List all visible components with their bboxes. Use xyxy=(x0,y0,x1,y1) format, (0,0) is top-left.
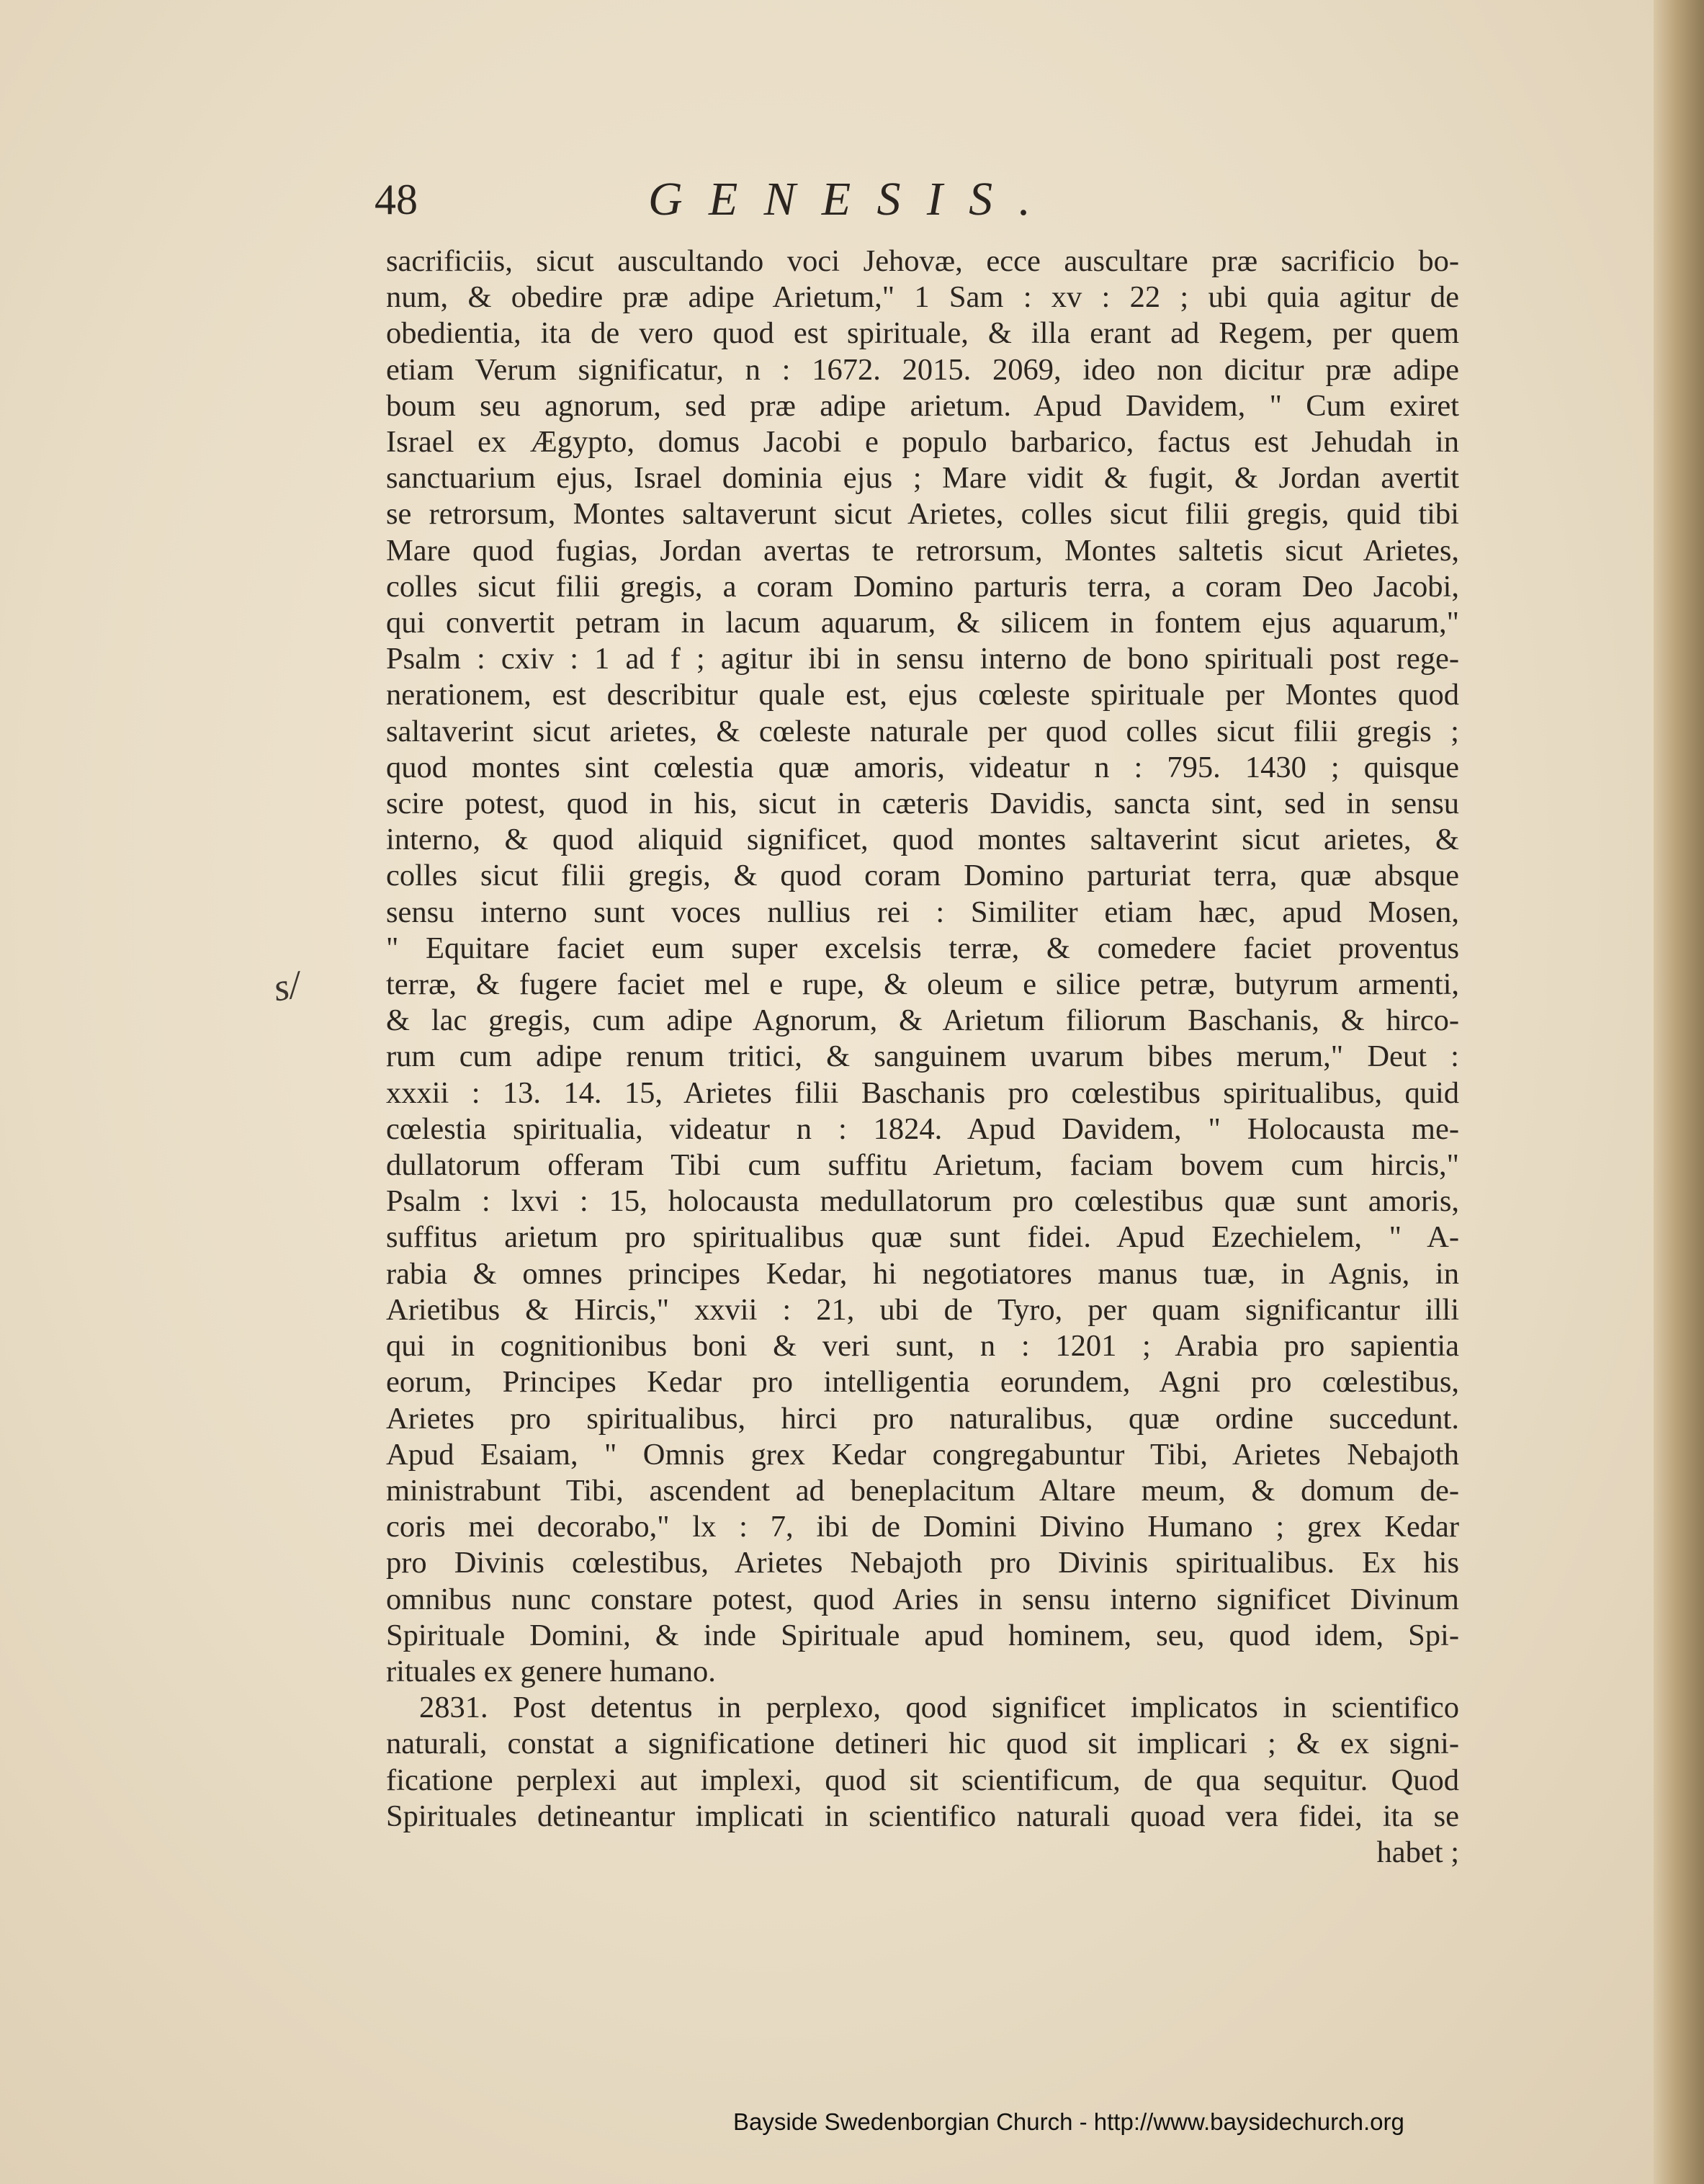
text-line: qui in cognitionibus boni & veri sunt, n : 1201 ; Arabia pro sapientia xyxy=(386,1329,1459,1364)
text-line: habet ; xyxy=(1376,1835,1459,1869)
text-line: rabia & omnes principes Kedar, hi negotiatores manus tuæ, in Agnis, in xyxy=(386,1256,1459,1291)
text-line: colles sicut filii gregis, & quod coram Domino parturiat terra, quæ absque xyxy=(386,859,1459,893)
text-line: quod montes sint cœlestia quæ amoris, videatur n : 795. 1430 ; quisque xyxy=(386,750,1459,784)
text-line: Arietes pro spiritualibus, hirci pro naturalibus, quæ ordine succedunt. xyxy=(386,1401,1459,1436)
text-line: etiam Verum significatur, n : 1672. 2015. 2069, ideo non dicitur præ adipe xyxy=(386,352,1459,387)
text-line: Psalm : lxvi : 15, holocausta medullatorum pro cœlestibus quæ sunt amoris, xyxy=(386,1184,1459,1219)
text-line: scire potest, quod in his, sicut in cæteris Davidis, sancta sint, sed in sensu xyxy=(386,787,1459,821)
page-number: 48 xyxy=(375,176,418,223)
text-line: Apud Esaiam, " Omnis grex Kedar congregabuntur Tibi, Arietes Nebajoth xyxy=(386,1437,1459,1472)
text-line: coris mei decorabo," lx : 7, ibi de Domini Divino Humano ; grex Kedar xyxy=(386,1510,1459,1544)
text-line: rituales ex genere humano. xyxy=(386,1654,716,1688)
text-line: rum cum adipe renum tritici, & sanguinem uvarum bibes merum," Deut : xyxy=(386,1039,1459,1074)
text-line: Spirituales detineantur implicati in scientifico naturali quoad vera fidei, ita se xyxy=(386,1799,1459,1833)
text-line: Israel ex Ægypto, domus Jacobi e populo barbarico, factus est Jehudah in xyxy=(386,425,1459,460)
margin-note: s/ xyxy=(270,962,303,1010)
text-line: dullatorum offeram Tibi cum suffitu Arietum, faciam bovem cum hircis," xyxy=(386,1148,1459,1183)
text-line: nerationem, est describitur quale est, ejus cœleste spirituale per Montes quod xyxy=(386,678,1459,712)
text-line: & lac gregis, cum adipe Agnorum, & Arietum filiorum Baschanis, & hirco- xyxy=(386,1003,1459,1038)
text-line: ministrabunt Tibi, ascendent ad beneplacitum Altare meum, & domum de- xyxy=(386,1473,1459,1508)
text-line: interno, & quod aliquid significet, quod montes saltaverint sicut arietes, & xyxy=(386,823,1459,857)
text-line: boum seu agnorum, sed præ adipe arietum. Apud Davidem, " Cum exiret xyxy=(386,388,1459,423)
text-line: qui convertit petram in lacum aquarum, & silicem in fontem ejus aquarum," xyxy=(386,606,1459,640)
text-line: omnibus nunc constare potest, quod Aries in sensu interno significet Divinum xyxy=(386,1582,1459,1616)
text-line: Psalm : cxiv : 1 ad f ; agitur ibi in sensu interno de bono spirituali post rege- xyxy=(386,642,1459,676)
text-line: eorum, Principes Kedar pro intelligentia eorundem, Agni pro cœlestibus, xyxy=(386,1365,1459,1400)
text-line: cœlestia spiritualia, videatur n : 1824. Apud Davidem, " Holocausta me- xyxy=(386,1111,1459,1146)
text-line: pro Divinis cœlestibus, Arietes Nebajoth pro Divinis spiritualibus. Ex his xyxy=(386,1546,1459,1580)
binding-edge xyxy=(1654,0,1704,2184)
text-line: xxxii : 13. 14. 15, Arietes filii Baschanis pro cœlestibus spiritualibus, quid xyxy=(386,1075,1459,1110)
footer-credit: Bayside Swedenborgian Church - http://www.baysidechurch.org xyxy=(733,2108,1404,2135)
text-line: suffitus arietum pro spiritualibus quæ sunt fidei. Apud Ezechielem, " A- xyxy=(386,1220,1459,1255)
text-line: colles sicut filii gregis, a coram Domino parturis terra, a coram Deo Jacobi, xyxy=(386,569,1459,604)
text-line: ficatione perplexi aut implexi, quod sit scientificum, de qua sequitur. Quod xyxy=(386,1763,1459,1797)
page-header xyxy=(375,167,1426,232)
text-line: Spirituale Domini, & inde Spirituale apud hominem, seu, quod idem, Spi- xyxy=(386,1618,1459,1652)
text-line: terræ, & fugere faciet mel e rupe, & oleum e silice petræ, butyrum armenti, xyxy=(386,967,1459,1002)
text-line: naturali, constat a significatione detineri hic quod sit implicari ; & ex signi- xyxy=(386,1727,1459,1761)
text-line: " Equitare faciet eum super excelsis terræ, & comedere faciet proventus xyxy=(386,931,1459,965)
text-line: Arietibus & Hircis," xxvii : 21, ubi de Tyro, per quam significantur illi xyxy=(386,1292,1459,1327)
text-line: se retrorsum, Montes saltaverunt sicut Arietes, colles sicut filii gregis, quid tibi xyxy=(386,497,1459,532)
body-text xyxy=(386,243,1459,1871)
text-line: 2831. Post detentus in perplexo, qood significet implicatos in scientifico xyxy=(419,1691,1459,1725)
text-line: sacrificiis, sicut auscultando voci Jehovæ, ecce auscultare præ sacrificio bo- xyxy=(386,244,1459,278)
text-line: sanctuarium ejus, Israel dominia ejus ; Mare vidit & fugit, & Jordan avertit xyxy=(386,461,1459,496)
text-line: num, & obedire præ adipe Arietum," 1 Sam : xv : 22 ; ubi quia agitur de xyxy=(386,280,1459,315)
text-line: obedientia, ita de vero quod est spirituale, & illa erant ad Regem, per quem xyxy=(386,316,1459,351)
running-title: GENESIS. xyxy=(648,173,1057,225)
text-line: Mare quod fugias, Jordan avertas te retrorsum, Montes saltetis sicut Arietes, xyxy=(386,533,1459,568)
text-line: saltaverint sicut arietes, & cœleste naturale per quod colles sicut filii gregis ; xyxy=(386,714,1459,748)
text-line: sensu interno sunt voces nullius rei : Similiter etiam hæc, apud Mosen, xyxy=(386,895,1459,929)
